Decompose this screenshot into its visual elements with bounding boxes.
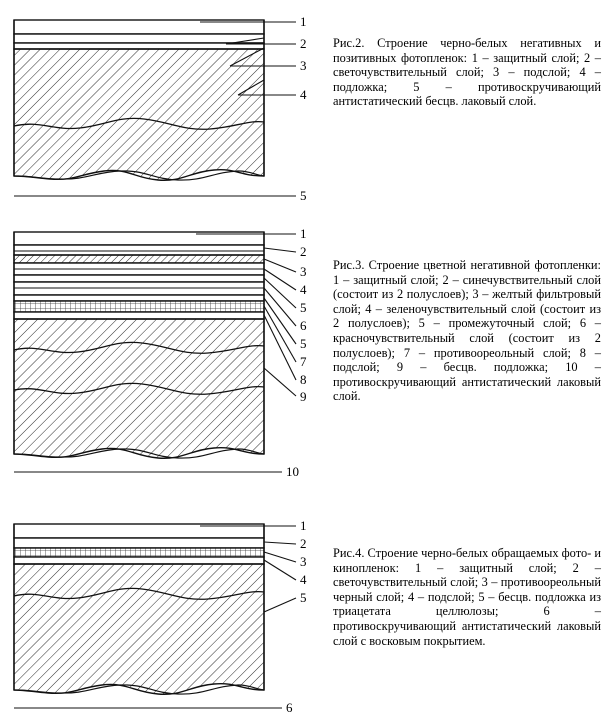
figure-3-label-2: 2	[300, 244, 307, 259]
figure-2-label-3: 3	[300, 58, 307, 73]
figure-3-label-10: 10	[286, 464, 299, 479]
figure-3-label-7: 7	[300, 354, 307, 369]
figure-4-label-3: 3	[300, 554, 307, 569]
figure-4-drawing	[0, 500, 320, 718]
figure-3-label-1: 1	[300, 226, 307, 241]
figure-3-label-5: 5	[300, 300, 307, 315]
figure-4	[0, 500, 320, 718]
figure-2	[0, 0, 320, 210]
figure-4-caption: Рис.4. Строение черно-белых обращаемых фото- и кинопленок: 1 – защитный слой; 2 – светочувствительный слой; 3 – противоореольный черный слой; 4 – подслой; 5 – бесцв. подложка из триацетата целлюлозы; 6 – противоскручивающий антистатический лаковый слой с восковым покрытием.	[333, 546, 601, 648]
figure-3-label-6: 6	[300, 318, 307, 333]
figure-3	[0, 218, 320, 486]
figure-2-label-4: 4	[300, 87, 307, 102]
figure-3-label-4: 4	[300, 282, 307, 297]
figure-3-caption: Рис.3. Строение цветной негативной фотопленки: 1 – защитный слой; 2 – синечувствительный слой (состоит из 2 полуслоев); 3 – желтый фильтровый слой; 4 – зеленочувствительный слой (состоит из 2 полуслоев); 5 – промежуточный слой; 6 – красночувствительный слой (состоит из 2 полуслоев); 7 – противоореольный слой; 8 – подслой; 9 – бесцв. подложка; 10 – противоскручивающий антистатический лаковый слой.	[333, 258, 601, 404]
figure-3-drawing	[0, 218, 320, 486]
figure-2-label-2: 2	[300, 36, 307, 51]
figure-4-label-6: 6	[286, 700, 293, 715]
figure-4-label-2: 2	[300, 536, 307, 551]
figure-2-label-1: 1	[300, 14, 307, 29]
figure-3-label-9: 9	[300, 389, 307, 404]
figure-4-label-4: 4	[300, 572, 307, 587]
figure-2-caption: Рис.2. Строение черно-белых негативных и позитивных фотопленок: 1 – защитный слой; 2 – светочувствительный слой; 3 – подслой; 4 – подложка; 5 – противоскручивающий антистатический бесцв. лаковый слой.	[333, 36, 601, 109]
figure-2-drawing	[0, 0, 320, 210]
figure-4-label-1: 1	[300, 518, 307, 533]
figure-3-label-3: 3	[300, 264, 307, 279]
figure-2-label-5: 5	[300, 188, 307, 203]
figure-3-label-5b: 5	[300, 336, 307, 351]
figure-3-label-8: 8	[300, 372, 307, 387]
figure-4-label-5: 5	[300, 590, 307, 605]
